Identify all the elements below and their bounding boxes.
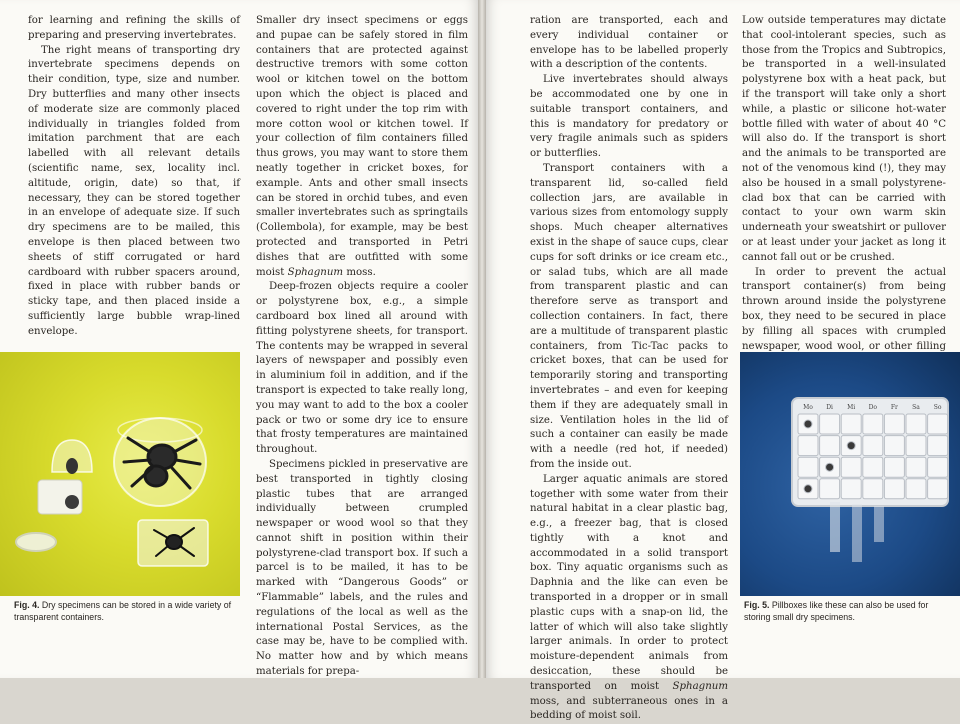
pillbox-compartment xyxy=(798,436,818,456)
pillbox-compartment xyxy=(884,479,904,499)
pillbox-day-label: Sa xyxy=(912,404,920,411)
pillbox-compartment xyxy=(820,414,840,434)
pillbox-compartment xyxy=(928,436,948,456)
pillbox-compartment xyxy=(906,457,926,477)
pillbox-compartment xyxy=(798,457,818,477)
pillbox-compartment xyxy=(820,479,840,499)
paragraph: The right means of transporting dry invertebrate specimens depends on their condition, type, size and number. Dry butterflies and many other insects of moderate size are commonly placed individually in triangles folded from imitation parchment that are each labelled with all relevant details (scientific name, sex, locality incl. altitude, origin, date) so that, if necessary, they can be stored together in an envelope of adequate size. If such dry specimens are to be mailed, this envelope is then placed between two sheets of stiff corrugated or hard cardboard with rubber spacers around, fixed in place with rubber bands or sticky tape, and then placed inside a sufficiently large bubble wrap-lined envelope. xyxy=(28,44,240,337)
pillbox-compartment xyxy=(928,457,948,477)
pillbox-day-label: Mo xyxy=(803,404,813,411)
left-column-1 xyxy=(28,14,240,340)
specimen-dot xyxy=(804,420,812,428)
pillbox-compartment xyxy=(884,457,904,477)
pillbox-compartment xyxy=(863,436,883,456)
book-gutter xyxy=(478,0,486,678)
paragraph: Larger aquatic animals are stored together with some water from their natural habitat in a clear plastic bag, e.g., a freezer bag, that is closed tightly with a knot and accommodated in a solid transport box. Tiny aquatic organisms such as Daphnia and the like can even be transported in a dropper or in small plastic cups with a snap-on lid, the latter of which will also take slightly larger animals. In order to protect moisture-dependent animals from desiccation, these should be transported on moist Sphagnum moss, and subterraneous ones in a bedding of moist soil. xyxy=(530,473,728,722)
pillbox-compartment xyxy=(906,479,926,499)
pillbox-compartment xyxy=(906,436,926,456)
specimen-containers-illustration xyxy=(0,352,240,596)
figure-4-caption: Fig. 4. Dry specimens can be stored in a wide variety of transparent containers. xyxy=(14,600,232,622)
pillbox-compartment xyxy=(884,414,904,434)
paragraph: Specimens pickled in preservative are best transported in tightly closing plastic tubes that are arranged individually between crumpled newspaper or wood wool so that they cannot shift in position within their polystyrene-clad transport box. If such a parcel is to be mailed, it has to be marked with “Dangerous Goods” or “Flammable” labels, and the rules and regulations of the local as well as the international Postal Services, as the case may be, have to be complied with. No matter how and by which means materials for prepa- xyxy=(256,458,468,678)
pillbox-day-label: Di xyxy=(826,404,833,411)
pillbox-day-label: Fr xyxy=(890,404,898,411)
left-column-2 xyxy=(256,14,468,680)
right-column-2 xyxy=(742,14,946,369)
pillbox-compartment xyxy=(863,414,883,434)
paragraph: Smaller dry insect specimens or eggs and pupae can be safely stored in film containers that are protected against destructive tremors with some cotton wool or kitchen towel on the bottom upon which the object is placed and covered to right under the top rim with more cotton wool or kitchen towel. If your collection of film containers filled thus grows, you may want to store them neatly together in cricket boxes, for example. Ants and other small insects can be stored in orchid tubes, and even smaller invertebrates such as springtails (Collembola), for example, may be best protected and transported in Petri dishes that are outfitted with some moist Sphagnum moss. xyxy=(256,15,468,278)
paragraph: ration are transported, each and every individual container or envelope has to be labelled properly with a description of the contents. xyxy=(530,15,728,71)
pillbox-day-label: So xyxy=(933,404,942,411)
figure-label: Fig. 5. xyxy=(744,600,770,610)
pillbox-compartment xyxy=(841,479,861,499)
pillbox-compartment xyxy=(841,457,861,477)
right-column-1 xyxy=(530,14,728,724)
figure-5-photo xyxy=(740,352,960,596)
figure-label: Fig. 4. xyxy=(14,600,40,610)
figure-5-caption: Fig. 5. Pillboxes like these can also be used for storing small dry specimens. xyxy=(744,600,929,622)
paragraph: Low outside temperatures may dictate that cool-intolerant species, such as those from the Tropics and Subtropics, be transported in a well-insulated polystyrene box with a heat pack, but if the transport will take only a short while, a plastic or silicone hot-water bottle filled with water of about 40 °C will also do. If the transport is short and the animals to be transported are not of the venomous kind (!), they may also be housed in a small polystyrene-clad box that can be carried with contact to your own warm skin underneath your sweatshirt or pullover or at least under your jacket as long it cannot fall out or be crushed. xyxy=(742,15,946,263)
pillbox-compartment xyxy=(906,414,926,434)
pillbox-compartment xyxy=(928,479,948,499)
specimen-dot xyxy=(847,442,855,450)
pillbox-compartment xyxy=(884,436,904,456)
pillbox-compartment xyxy=(841,414,861,434)
paragraph: for learning and refining the skills of preparing and preserving invertebrates. xyxy=(28,15,240,41)
paragraph: Deep-frozen objects require a cooler or polystyrene box, e.g., a simple cardboard box lined all around with fitting polystyrene sheets, for transport. The contents may be wrapped in several layers of newspaper and possibly even in aluminium foil in addition, and if the transport is expected to take really long, you may want to add to the box a cooler pack or two or some dry ice to ensure that frosty temperatures are maintained throughout. xyxy=(256,281,468,456)
paragraph: In order to prevent the actual transport container(s) from being thrown around inside the polystyrene box, they need to be secured in place by filling all spaces with crumpled newspaper, wood wool, or other filling xyxy=(742,266,946,352)
specimen-dot xyxy=(804,485,812,493)
paragraph: Live invertebrates should always be accommodated one by one in suitable transport containers, and this is mandatory for predatory or very fragile animals such as spiders or butterflies. xyxy=(530,74,728,160)
pillbox-compartment xyxy=(928,414,948,434)
pillbox-day-label: Mi xyxy=(847,404,856,411)
pillbox-illustration xyxy=(740,352,960,596)
pillbox-compartment xyxy=(863,457,883,477)
pillbox-compartment xyxy=(863,479,883,499)
paragraph: Transport containers with a transparent lid, so-called field collection jars, are available in various sizes from entomology supply shops. Much cheaper alternatives exist in the shape of sauce cups, clear cups for soft drinks or ice cream etc., or salad tubs, which are all made from transparent plastic and can therefore serve as transport and collection containers. In fact, there are a multitude of transparent plastic containers, from Tic-Tac packs to cricket boxes, that can be used for temporarily storing and transporting invertebrates – and even for keeping them if they are adequately small in size. Ventilation holes in the lid of such a container can easily be made with a needle (red hot, if needed) from the inside out. xyxy=(530,162,728,470)
specimen-dot xyxy=(826,463,834,471)
pillbox-compartment xyxy=(820,436,840,456)
pillbox-day-label: Do xyxy=(868,404,878,411)
figure-4-photo xyxy=(0,352,240,596)
